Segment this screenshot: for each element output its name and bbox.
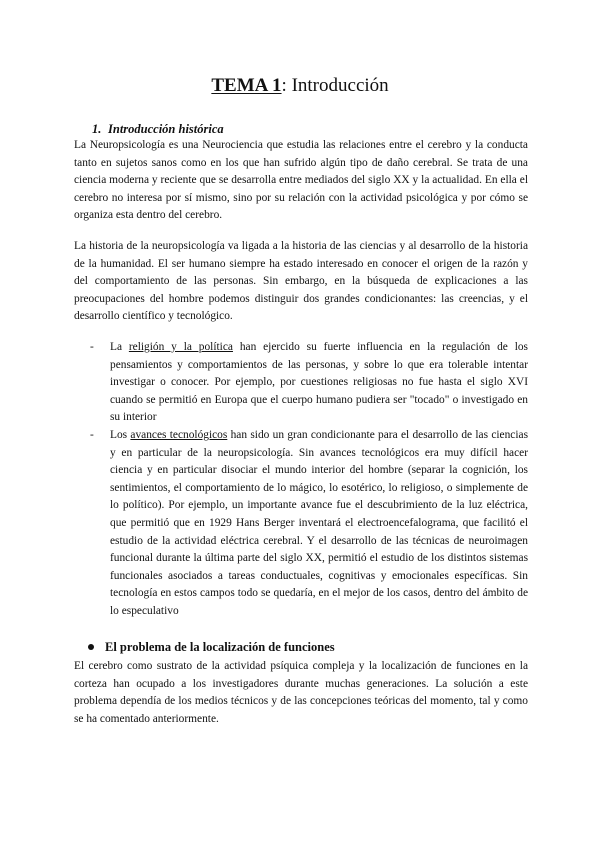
page-title xyxy=(0,74,600,98)
bullet-item-tecnologia xyxy=(74,427,528,621)
bullet-post: han sido un gran condicionante para el desarrollo de las ciencias y en particular de la neuropsicología. Sin avances tecnológicos era muy difícil hacer ciencia y en particular disociar el mundo interior del hombre (separar la cognición, los sentimientos, el comportamiento de lo mágico, lo esotérico, lo religioso, o simplemente de lo político). Por ejemplo, un importante avance fue el descubrimiento de la luz eléctrica, que permitió que en 1929 Hans Berger inventará el electroencefalograma, que facilitó el estudio de la actividad eléctrica cerebral. Y el desarrollo de las técnicas de neuroimagen funcional durante la última parte del siglo XX, permitió el estudio de los distintos sistemas funcionales asociados a tareas conductuales, cognitivas y emocionales específicas. Sin tecnología en estos campos todo se quedaría, en el mejor de los casos, dentro del ámbito de lo especulativo xyxy=(110,428,528,617)
paragraph-localizacion: El cerebro como sustrato de la actividad psíquica compleja y la localización de funciones en la corteza han ocupado a los investigadores durante muchas generaciones. La solución a este problema dependía de los medios técnicos y de las concepciones teóricas del momento, tal y como se ha comentado anteriormente. xyxy=(74,660,528,725)
bullet-dash: - xyxy=(90,341,94,353)
section-heading-historica xyxy=(92,121,224,137)
bullet-pre: La xyxy=(110,341,129,353)
bullet-item-religion xyxy=(74,339,528,427)
subheading-text: El problema de la localización de funciones xyxy=(105,640,335,654)
section-heading-text: Introducción histórica xyxy=(108,122,224,136)
bullet-list xyxy=(74,339,528,621)
title-rest: : Introducción xyxy=(281,75,389,96)
bullet-post: han ejercido su fuerte influencia en la regulación de los pensamientos y comportamientos de las personas, y sobre lo que era tolerable intentar investigar o conocer. Por ejemplo, por cuestiones religiosas no fue hasta el siglo XVI cuando se permitió en Europa que el cuerpo humano pudiera ser "tocado" o investigado en su interior xyxy=(110,341,528,424)
bullet-dot-icon xyxy=(88,644,94,650)
paragraph-history: La historia de la neuropsicología va ligada a la historia de las ciencias y al desarrollo de la historia de la humanidad. El ser humano siempre ha estado interesado en conocer el origen de la razón y del comportamiento de las personas. Sin embargo, en la búsqueda de explicaciones a las preocupaciones del hombre podemos distinguir dos grandes condicionantes: las creencias, y el desarrollo científico y tecnológico. xyxy=(74,240,528,323)
subheading-localizacion xyxy=(88,639,335,655)
section-number: 1. xyxy=(92,122,102,136)
paragraph-intro: La Neuropsicología es una Neurociencia que estudia las relaciones entre el cerebro y la conducta tanto en sujetos sanos como en los que han sufrido algún tipo de daño cerebral. Se trata de una ciencia moderna y reciente que se desarrolla entre mediados del siglo XX y la actualidad. En ella el cerebro no interesa por sí mismo, sino por su relación con la actividad psicológica y por cómo se organiza esta dentro del cerebro. xyxy=(74,139,528,222)
title-tema: TEMA 1 xyxy=(211,75,282,96)
bullet-pre: Los xyxy=(110,428,131,441)
bullet-dash: - xyxy=(90,428,94,441)
bullet-underlined: religión y la política xyxy=(128,341,233,353)
bullet-underlined: avances tecnológicos xyxy=(130,428,228,441)
